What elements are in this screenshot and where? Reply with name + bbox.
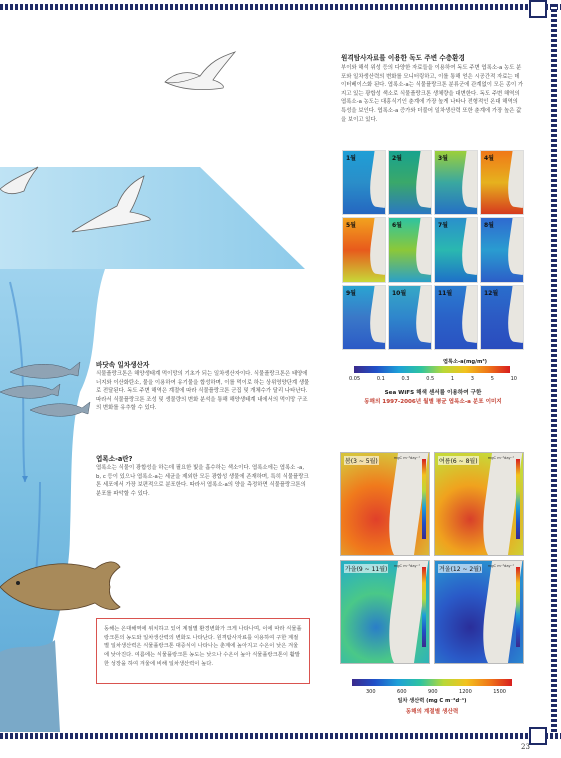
season-map — [340, 560, 430, 664]
month-label: 5월 — [346, 222, 356, 230]
landmass — [367, 150, 386, 208]
landmass — [367, 285, 386, 343]
primary-producer-paragraph: 식물플랑크톤은 해양생태계 먹이망의 기초가 되는 일차생산자이다. 식물플랑크톤은 태양에너지와 이산화탄소, 물을 이용하여 유기물을 합성하며, 이를 먹이로 하는 상위영양단계 생물로 전달된다. 독도 주변 해역은 계절에 따라 식물플랑크톤 군집 및 개체수가 달리 나타난다. 따라서 식물플랑크톤 조성 및 생물량의 변화 분석을 통해 해양생태계 내에서의 먹이망 구조의 변화를 유추할 수 있다. — [96, 371, 310, 412]
seasonal-productivity-maps — [340, 452, 524, 664]
month-label: 7월 — [438, 222, 448, 230]
productivity-colorbar-ticks — [366, 689, 506, 695]
page-border-bottom — [0, 733, 561, 739]
landmass — [505, 285, 524, 343]
border-corner — [529, 727, 547, 745]
month-label: 2월 — [392, 155, 402, 162]
section-title-chlorophyll: 엽록소-a란? — [96, 455, 133, 463]
productivity-tick: 900 — [428, 689, 438, 695]
month-map — [388, 285, 432, 350]
section-title-remote-sensing: 원격탐사자료를 이용한 독도 주변 수층환경 — [341, 54, 465, 62]
productivity-unit-label: 일차 생산력 (mg C m⁻²d⁻¹) — [397, 698, 467, 704]
colorbar-tick: 1 — [450, 376, 455, 382]
info-box-text: 동해는 온대해역에 위치하고 있어 계절별 환경변화가 크게 나타나며, 이에 따라 식물플랑크톤의 농도와 일차생산력의 변화도 나타난다. 원격탐사자료를 이용하여 구한 계절별 일차생산력은 식물플랑크톤 대증식이 나타나는 춘계에 높아지고 수온이 낮은 겨울에 낮아진다. 여름에는 식물플랑크톤 농도는 낮으나 수온이 높아 식물플랑크톤이 활발한 성장을 하여 겨울에 비해 일차생산력이 높다. — [104, 626, 302, 667]
landmass — [413, 285, 432, 343]
page-border-top — [0, 4, 561, 10]
seasonal-caption: 동해의 계절별 생산력 — [405, 709, 459, 715]
season-map — [340, 452, 430, 556]
colorbar-tick: 5 — [490, 376, 494, 382]
colorbar-tick: 0.3 — [401, 376, 410, 382]
mini-colorbar-unit: mgC m⁻²day⁻¹ — [393, 456, 420, 460]
season-label: 겨울(12 ~ 2월) — [439, 566, 482, 573]
month-map — [388, 150, 432, 215]
month-label: 4월 — [484, 155, 494, 162]
month-map — [434, 217, 478, 282]
east-sea-info-box — [96, 618, 310, 684]
landmass — [459, 285, 478, 343]
season-label: 여름(6 ~ 8월) — [439, 458, 478, 465]
remote-sensing-paragraph: 부이와 해석 위성 등의 다양한 자료들을 이용하여 독도 주변 엽록소-a 농도 분포와 일차생산력의 변화를 모니터링하고, 이를 통해 얻은 시공간적 자료는 데이터베이스화 된다. 엽록소-a는 식물플랑크톤 분류군에 관계없이 모든 종이 가지고 있는 광합성 색소로 식물플랑크톤 생체량을 대변한다. 독도 주변 해역의 엽록소-a 농도는 대흥식기인 춘계에 가장 높게 나타나 전형적인 온대 해역의 특성을 보인다. 엽록소-a 증가와 더불어 일차생산력 또한 춘계에 가장 높은 값을 보이고 있다. — [341, 65, 524, 123]
season-map — [434, 452, 524, 556]
month-map — [434, 150, 478, 215]
colorbar-tick: 10 — [510, 376, 517, 382]
landmass — [459, 217, 478, 275]
chlorophyll-colorbar — [354, 366, 510, 373]
seagull — [165, 52, 235, 90]
season-label: 가을(9 ~ 11월) — [345, 566, 388, 573]
mini-colorbar-unit: mgC m⁻²day⁻¹ — [393, 564, 420, 568]
section-title-primary-producer: 바닷속 일차생산자 — [96, 361, 150, 369]
mini-colorbar — [422, 459, 426, 539]
page-border-right — [551, 4, 557, 739]
chlorophyll-colorbar-ticks — [349, 376, 517, 382]
month-map — [480, 217, 524, 282]
season-map — [434, 560, 524, 664]
productivity-tick: 300 — [366, 689, 376, 695]
month-label: 10월 — [392, 289, 407, 297]
satellite-caption-line1: Sea WiFS 해색 센서를 이용하여 구한 — [384, 390, 482, 396]
monthly-chlorophyll-maps — [342, 150, 524, 350]
landmass — [367, 217, 386, 275]
productivity-tick: 1200 — [459, 689, 472, 695]
border-corner — [529, 0, 547, 18]
month-map — [434, 285, 478, 350]
mini-colorbar — [422, 567, 426, 647]
mini-colorbar — [516, 567, 520, 647]
month-map — [342, 150, 386, 215]
month-label: 12월 — [484, 289, 499, 297]
colorbar-title: 엽록소-a(mg/m³) — [442, 359, 488, 365]
seabed — [0, 640, 60, 732]
month-label: 9월 — [346, 289, 356, 297]
colorbar-tick: 3 — [470, 376, 474, 382]
mini-colorbar — [516, 459, 520, 539]
month-label: 1월 — [346, 155, 356, 162]
month-label: 6월 — [392, 222, 402, 230]
landmass — [413, 217, 432, 275]
month-label: 11월 — [438, 289, 453, 297]
month-label: 3월 — [438, 155, 448, 162]
page-number: 23 — [521, 743, 530, 751]
productivity-tick: 1500 — [493, 689, 506, 695]
month-label: 8월 — [484, 222, 494, 230]
satellite-caption-line2: 동해의 1997-2006년 월별 평균 엽록소-a 분포 이미지 — [364, 399, 502, 405]
landmass — [505, 150, 524, 208]
colorbar-tick: 0.05 — [349, 376, 361, 382]
productivity-colorbar — [352, 679, 512, 686]
landmass — [413, 150, 432, 208]
landmass — [459, 150, 478, 208]
month-map — [480, 285, 524, 350]
mini-colorbar-unit: mgC m⁻²day⁻¹ — [487, 564, 514, 568]
mini-colorbar-unit: mgC m⁻²day⁻¹ — [487, 456, 514, 460]
chlorophyll-paragraph: 엽록소는 식물이 광합성을 하는데 필요한 빛을 흡수하는 색소이다. 엽록소에는 엽록소 -a, b, c 등이 있으나 엽록소-a는 세균을 제외한 모든 광합성 생물에 존재하며, 특히 식물플랑크톤 세포에서 가장 보편적으로 분포한다. 따라서 엽록소-a의 양을 측정하면 식물플랑크톤의 분포를 파악할 수 있다. — [96, 465, 309, 497]
landmass — [505, 217, 524, 275]
colorbar-tick: 0.1 — [376, 376, 385, 382]
month-map — [388, 217, 432, 282]
colorbar-tick: 0.5 — [426, 376, 435, 382]
season-label: 봄(3 ~ 5월) — [345, 458, 378, 465]
month-map — [342, 217, 386, 282]
month-map — [342, 285, 386, 350]
sea-surface — [0, 167, 305, 269]
month-map — [480, 150, 524, 215]
productivity-tick: 600 — [397, 689, 407, 695]
